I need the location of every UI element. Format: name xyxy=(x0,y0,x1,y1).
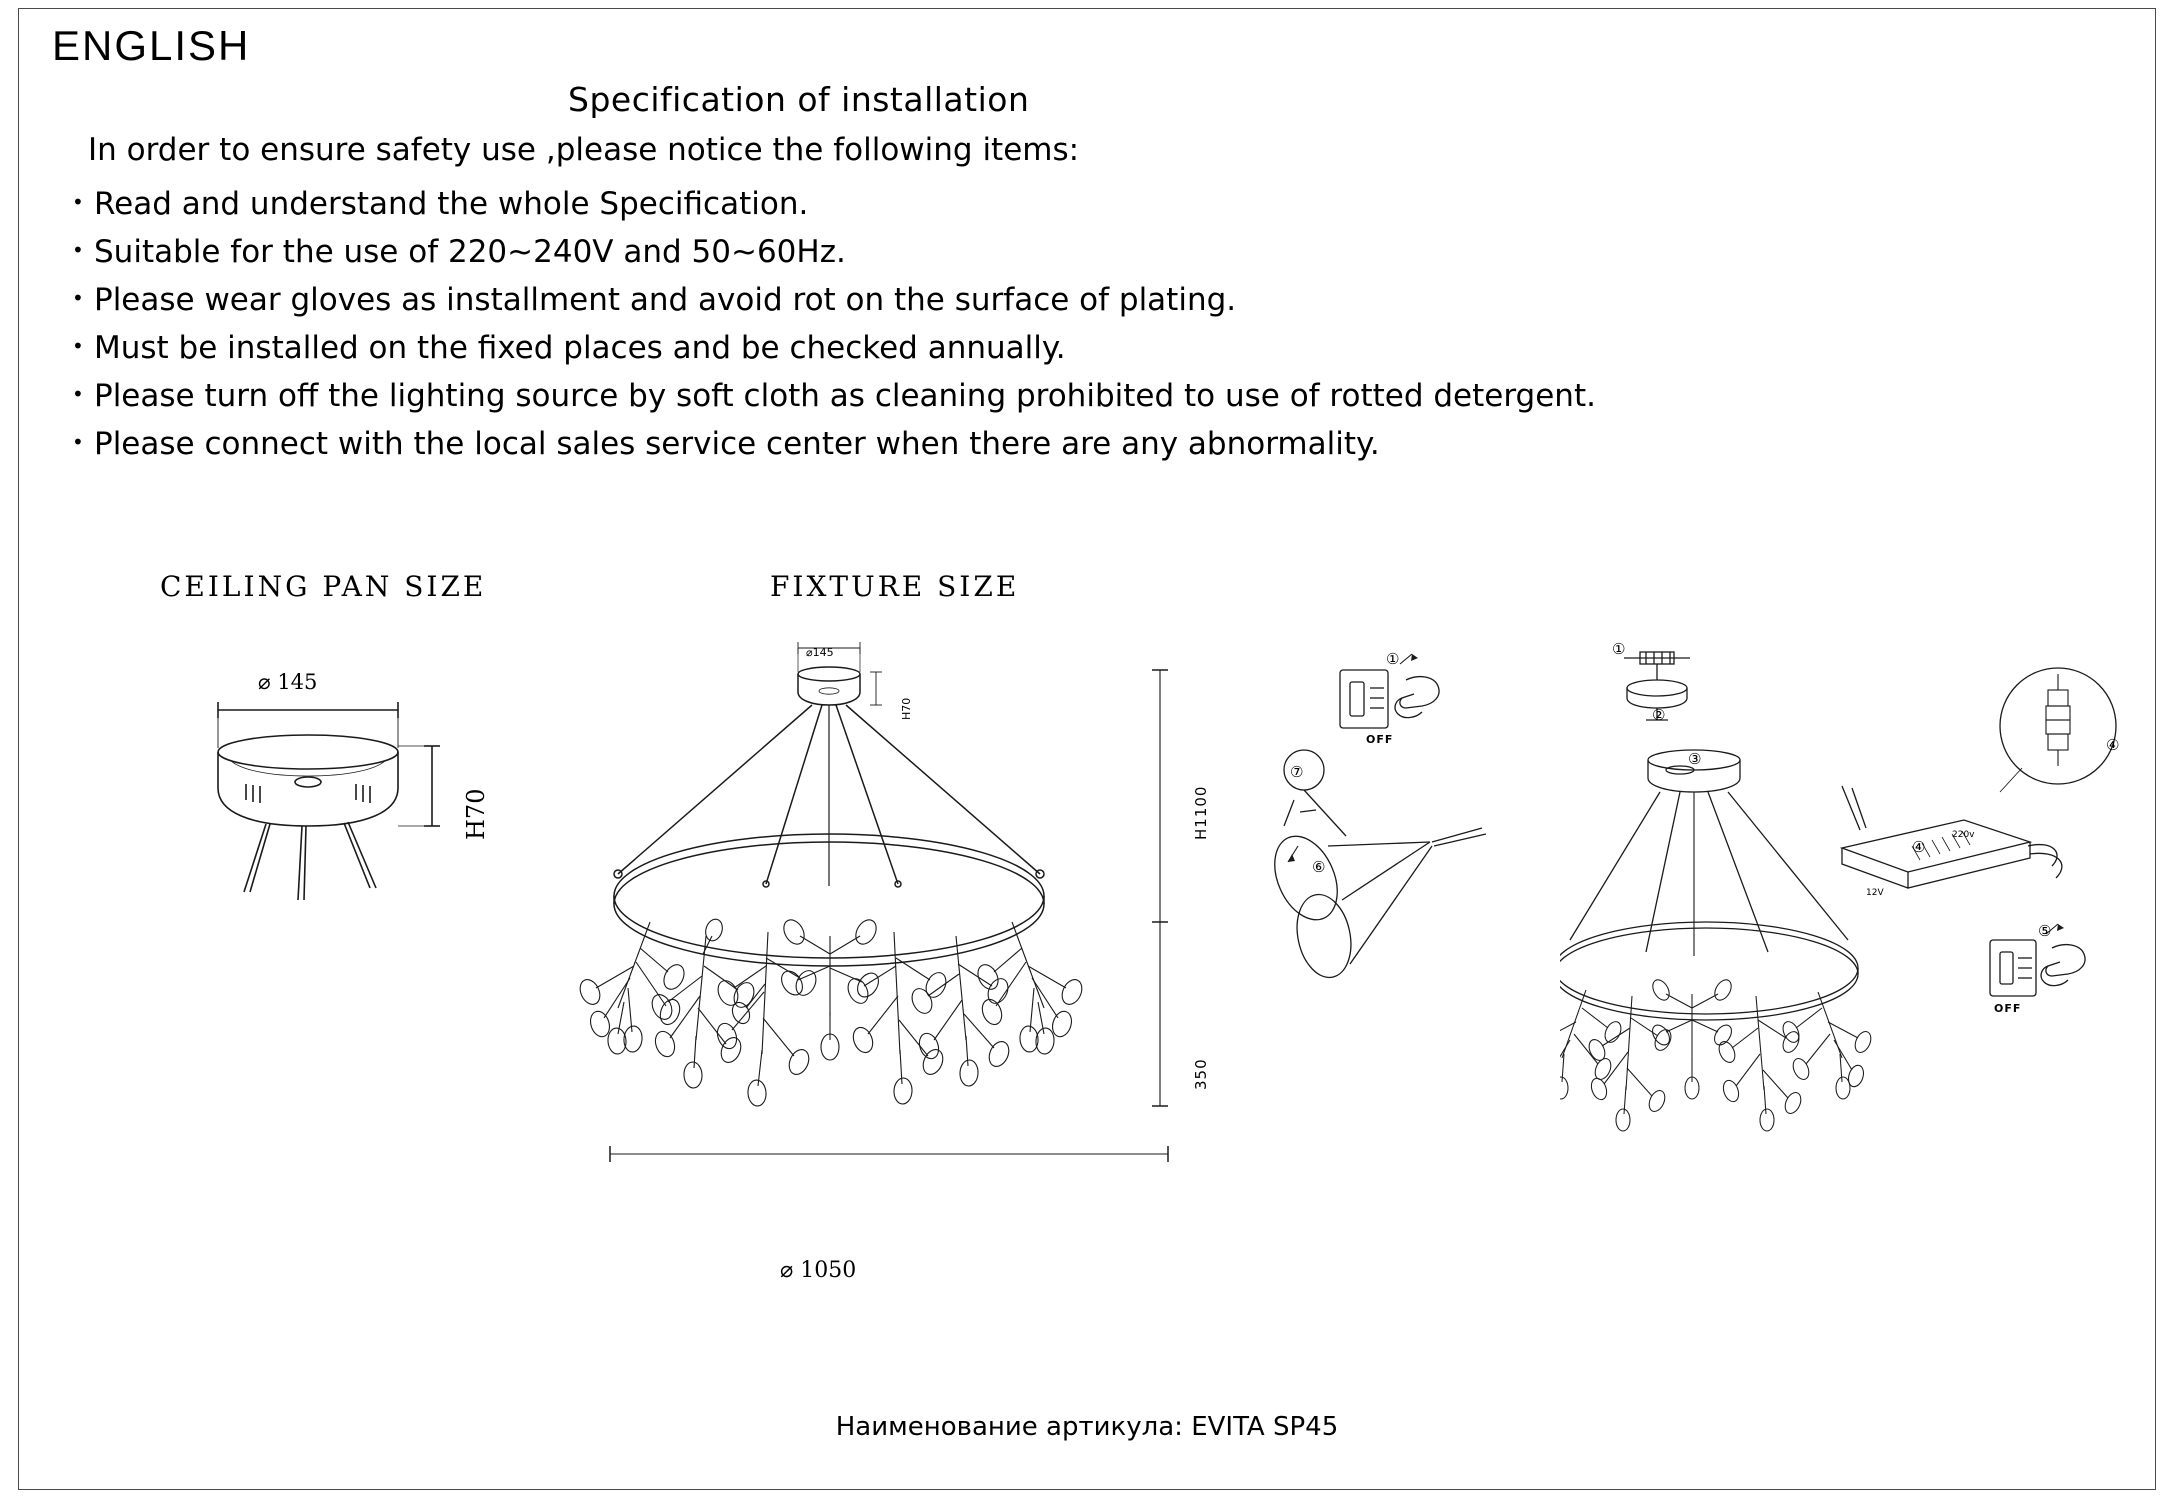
page-title: Specification of installation xyxy=(568,80,1030,119)
step-3-marker: ③ xyxy=(1688,750,1702,768)
language-title: ENGLISH xyxy=(52,22,251,69)
step-4-marker: ④ xyxy=(1912,838,1926,856)
list-item: • Please connect with the local sales service center when there are any abnormality. xyxy=(72,420,2032,468)
list-item: • Please wear gloves as installment and avoid rot on the surface of plating. xyxy=(72,276,2032,324)
intro-text: In order to ensure safety use ,please notice the following items: xyxy=(88,132,1080,168)
list-item: • Suitable for the use of 220~240V and 50~60Hz. xyxy=(72,228,2032,276)
wire-label-12v: 12V xyxy=(1866,888,1884,898)
list-item: • Please turn off the lighting source by soft cloth as cleaning prohibited to use of rotted detergent. xyxy=(72,372,2032,420)
fixture-drawing xyxy=(500,636,1220,1256)
section-heading-fixture: FIXTURE SIZE xyxy=(770,570,1020,603)
wire-label-220v: 220v xyxy=(1952,830,1975,840)
step-4-marker-detail: ④ xyxy=(2106,736,2120,754)
list-item: • Must be installed on the fixed places and be checked annually. xyxy=(72,324,2032,372)
fixture-canopy-diameter-label: ⌀145 xyxy=(806,646,834,659)
section-heading-ceiling-pan: CEILING PAN SIZE xyxy=(160,570,487,603)
ceiling-pan-height-label: H70 xyxy=(462,788,490,840)
fixture-diameter-label: ⌀ 1050 xyxy=(780,1258,857,1283)
step-6-marker: ⑥ xyxy=(1312,858,1326,876)
install-steps-right-group xyxy=(1560,640,2160,1260)
switch-off-label-left: OFF xyxy=(1366,733,1394,746)
fixture-canopy-height-label: H70 xyxy=(900,697,913,720)
step-2-marker: ② xyxy=(1652,706,1666,724)
ceiling-pan-diameter-label: ⌀ 145 xyxy=(258,670,318,694)
step-1-marker: ① xyxy=(1386,650,1400,668)
fixture-body-height-label: 350 xyxy=(1192,1058,1210,1090)
ceiling-pan-drawing xyxy=(180,660,500,960)
safety-items-list xyxy=(72,180,2032,468)
step-5-marker: ⑤ xyxy=(2038,922,2052,940)
list-item: • Read and understand the whole Specification. xyxy=(72,180,2032,228)
step-1-marker-right: ① xyxy=(1612,640,1626,658)
article-name: Наименование артикула: EVITA SP45 xyxy=(835,1412,1339,1442)
step-7-marker: ⑦ xyxy=(1290,763,1304,781)
fixture-total-height-label: H1100 xyxy=(1192,785,1210,840)
switch-off-label-right: OFF xyxy=(1994,1002,2022,1015)
